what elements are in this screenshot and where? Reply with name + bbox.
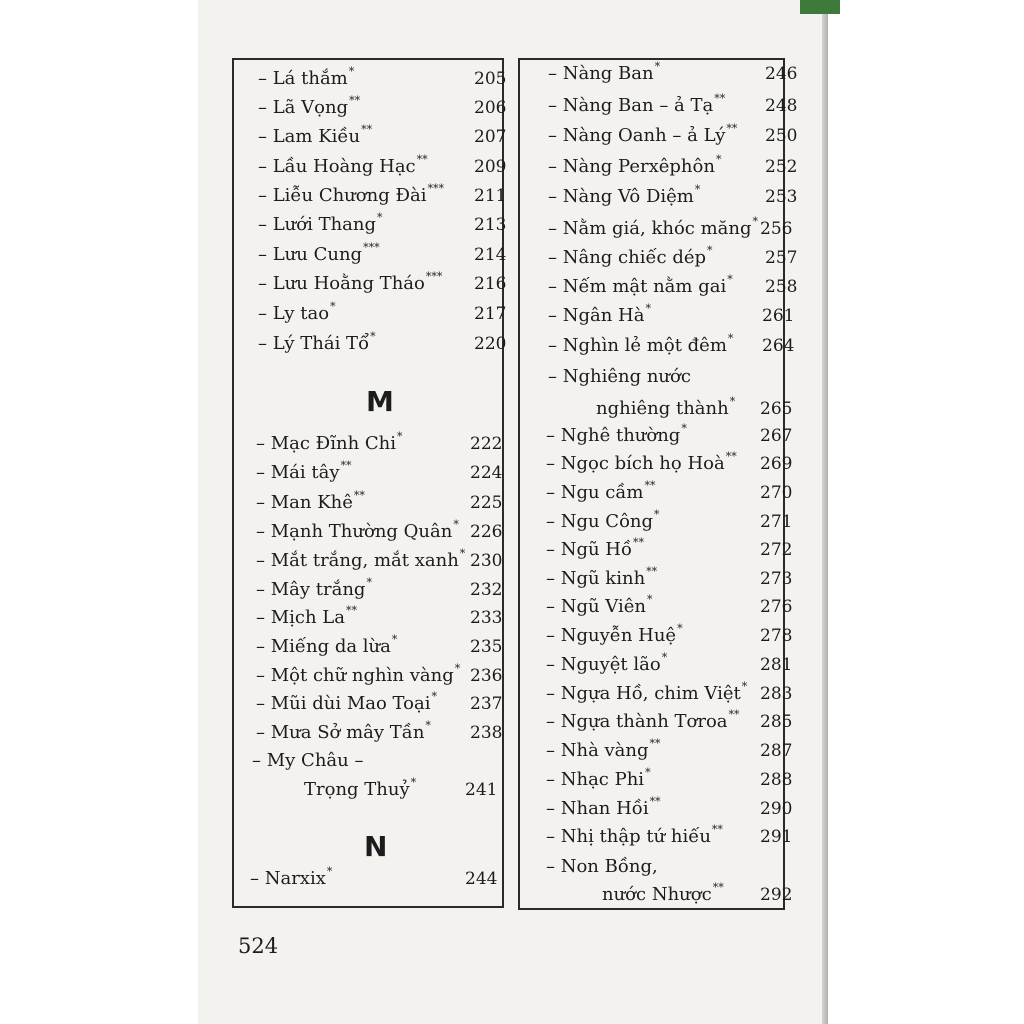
entry-stars: *: [366, 576, 372, 589]
entry-term: [256, 604, 357, 631]
entry-page-number: 291: [760, 827, 793, 847]
entry-term: [258, 182, 444, 209]
entry-term-text: – Ngân Hà: [548, 305, 645, 326]
entry-term: [548, 273, 733, 300]
entry-term-text: – Narxix: [250, 868, 326, 889]
entry-stars: **: [349, 94, 361, 107]
entry-term-text: – Nếm mật nằm gai: [548, 276, 727, 297]
entry-term-text: – Nàng Perxêphôn: [548, 156, 715, 177]
entry-term-text: – My Châu –: [252, 750, 364, 771]
entry-page-number: 256: [760, 219, 793, 239]
entry-term: [250, 865, 333, 892]
entry-page-number: 276: [760, 597, 793, 617]
entry-term-text: – Lưu Cung: [258, 244, 363, 265]
entry-stars: *: [661, 651, 668, 664]
entry-term: [546, 680, 748, 707]
entry-stars: *: [681, 422, 687, 435]
entry-term-text: – Nàng Ban: [548, 63, 654, 84]
entry-term-text: – Nguyễn Huệ: [546, 625, 677, 646]
section-letter-n: N: [364, 830, 388, 863]
entry-term-text: – Mái tây: [256, 462, 340, 483]
entry-page-number: 241: [465, 780, 498, 800]
entry-term-text: – Nàng Oanh – ả Lý: [548, 125, 726, 146]
entry-term-text: – Liễu Chương Đài: [258, 185, 427, 206]
entry-term-text: – Nàng Vô Diệm: [548, 186, 694, 207]
entry-term-text: – Nhà vàng: [546, 740, 649, 761]
entry-term: [258, 241, 380, 268]
entry-page-number: 230: [470, 551, 503, 571]
entry-stars: *: [645, 766, 651, 779]
entry-term-text: – Nhạc Phi: [546, 769, 645, 790]
entry-page-number: 211: [474, 186, 507, 206]
entry-stars: **: [725, 450, 737, 463]
entry-page-number: 273: [760, 569, 793, 589]
entry-page-number: 278: [760, 626, 793, 646]
entry-term: [256, 633, 398, 660]
entry-page-number: 217: [474, 304, 507, 324]
entry-term: [258, 153, 428, 180]
entry-term-text: – Nàng Ban – ả Tạ: [548, 95, 714, 116]
page-margin-background: [828, 0, 1024, 1024]
entry-term-text: – Ly tao: [258, 303, 330, 324]
entry-page-number: 252: [765, 157, 798, 177]
entry-stars: *: [326, 865, 333, 878]
entry-term: [546, 565, 658, 592]
entry-stars: ***: [427, 182, 444, 195]
entry-stars: *: [454, 662, 461, 675]
entry-term-text: – Ngu cầm: [546, 482, 644, 503]
entry-term-text: – Nhị thập tứ hiếu: [546, 826, 711, 847]
entry-term: [546, 795, 661, 822]
entry-stars: *: [410, 776, 417, 789]
entry-term: [546, 856, 658, 878]
entry-term-text: – Nghiêng nước: [548, 366, 691, 387]
entry-stars: *: [647, 593, 653, 606]
entry-stars: **: [649, 737, 661, 750]
entry-page-number: 238: [470, 723, 503, 743]
entry-page-number: 206: [474, 98, 507, 118]
entry-term: [256, 719, 431, 746]
entry-term-text: – Lý Thái Tổ: [258, 333, 370, 354]
entry-term: [596, 395, 736, 422]
entry-term-text: – Mũi dùi Mao Toại: [256, 693, 431, 714]
entry-term: [548, 215, 759, 242]
entry-term: [256, 430, 403, 457]
section-letter-m: M: [366, 385, 394, 418]
entry-term: [546, 479, 656, 506]
entry-term: [546, 622, 683, 649]
entry-term-text: – Mạnh Thường Quân: [256, 521, 453, 542]
entry-page-number: 213: [474, 215, 507, 235]
entry-page-number: 258: [765, 277, 798, 297]
entry-page-number: 209: [474, 157, 507, 177]
entry-term: [548, 153, 722, 180]
entry-page-number: 226: [470, 522, 503, 542]
page-number: 524: [238, 934, 279, 958]
entry-term: [256, 662, 461, 689]
entry-term: [258, 300, 336, 327]
entry-page-number: 205: [474, 69, 507, 89]
entry-term: [256, 518, 459, 545]
entry-stars: *: [377, 211, 383, 224]
entry-stars: *: [729, 395, 736, 408]
entry-page-number: 264: [762, 336, 795, 356]
entry-term-text: – Lã Vọng: [258, 97, 349, 118]
entry-term-text: – Ngu Công: [546, 511, 654, 532]
entry-term-text: – Non Bồng,: [546, 856, 658, 877]
entry-stars: *: [654, 60, 661, 73]
entry-page-number: 265: [760, 399, 793, 419]
entry-stars: *: [453, 518, 459, 531]
entry-page-number: 236: [470, 666, 503, 686]
entry-term-text: – Man Khê: [256, 492, 353, 513]
entry-term: [548, 92, 726, 119]
entry-stars: *: [752, 215, 759, 228]
entry-page-number: 220: [474, 334, 507, 354]
entry-term-text: Trọng Thuỷ: [304, 779, 410, 800]
entry-stars: **: [711, 823, 723, 836]
entry-page-number: 281: [760, 655, 793, 675]
entry-page-number: 222: [470, 434, 503, 454]
entry-term: [258, 270, 443, 297]
entry-term: [546, 651, 668, 678]
entry-stars: ***: [363, 241, 380, 254]
entry-term: [548, 60, 661, 87]
entry-stars: **: [346, 604, 357, 617]
entry-page-number: 233: [470, 608, 503, 628]
entry-page-number: 235: [470, 637, 503, 657]
entry-stars: *: [431, 690, 437, 703]
entry-term: [258, 123, 373, 150]
entry-term: [546, 766, 651, 793]
entry-stars: *: [707, 244, 713, 257]
entry-term-text: – Lá thắm: [258, 68, 348, 89]
entry-stars: *: [694, 183, 701, 196]
entry-page-number: 272: [760, 540, 793, 560]
entry-term-text: – Mạc Đĩnh Chi: [256, 433, 397, 454]
entry-term: [258, 330, 376, 357]
entry-page-number: 285: [760, 712, 793, 732]
entry-stars: **: [633, 536, 645, 549]
entry-term-text: – Nghìn lẻ một đêm: [548, 335, 727, 356]
entry-term-text: – Nhan Hồi: [546, 798, 649, 819]
entry-stars: *: [330, 300, 336, 313]
entry-term: [256, 489, 365, 516]
entry-stars: **: [649, 795, 661, 808]
entry-term: [546, 737, 661, 764]
entry-term-text: nghiêng thành: [596, 398, 729, 419]
entry-page-number: 292: [760, 885, 793, 905]
entry-term: [256, 690, 437, 717]
entry-term: [258, 65, 355, 92]
entry-page-number: 271: [760, 512, 793, 532]
entry-term-text: – Ngựa Hồ, chim Việt: [546, 683, 741, 704]
entry-page-number: 232: [470, 580, 503, 600]
entry-term-text: – Lưới Thang: [258, 214, 377, 235]
entry-term-text: – Miếng da lừa: [256, 636, 391, 657]
entry-term: [256, 547, 466, 574]
entry-stars: **: [353, 489, 365, 502]
entry-term: [602, 881, 724, 908]
entry-stars: *: [370, 330, 376, 343]
entry-stars: *: [425, 719, 431, 732]
entry-term-text: – Ngọc bích họ Hoà: [546, 453, 725, 474]
entry-term: [304, 776, 417, 803]
entry-page-number: 250: [765, 126, 798, 146]
entry-page-number: 269: [760, 454, 793, 474]
entry-page-number: 283: [760, 684, 793, 704]
entry-term: [546, 422, 687, 449]
entry-term: [256, 459, 352, 486]
entry-stars: *: [741, 680, 748, 693]
entry-term-text: – Nghê thường: [546, 425, 681, 446]
entry-term-text: – Ngũ kinh: [546, 568, 646, 589]
entry-page-number: 253: [765, 187, 798, 207]
entry-stars: *: [459, 547, 466, 560]
entry-stars: **: [644, 479, 656, 492]
entry-term-text: – Ngũ Viên: [546, 596, 646, 617]
entry-term-text: – Nằm giá, khóc măng: [548, 218, 752, 239]
entry-term: [546, 593, 653, 620]
entry-stars: *: [727, 273, 733, 286]
entry-stars: *: [348, 65, 355, 78]
entry-page-number: 225: [470, 493, 503, 513]
entry-page-number: 267: [760, 426, 793, 446]
entry-stars: **: [340, 459, 352, 472]
entry-page-number: 244: [465, 869, 498, 889]
entry-stars: *: [677, 622, 683, 635]
entry-page-number: 246: [765, 64, 798, 84]
entry-page-number: 290: [760, 799, 793, 819]
entry-term: [546, 708, 740, 735]
entry-stars: *: [727, 332, 734, 345]
entry-term-text: – Lam Kiều: [258, 126, 361, 147]
entry-term-text: – Mắt trắng, mắt xanh: [256, 550, 459, 571]
entry-stars: *: [391, 633, 398, 646]
green-corner: [800, 0, 840, 14]
entry-term-text: – Nâng chiếc dép: [548, 247, 707, 268]
entry-stars: **: [416, 153, 428, 166]
entry-page-number: 216: [474, 274, 507, 294]
entry-term: [546, 508, 660, 535]
entry-stars: *: [715, 153, 722, 166]
entry-page-number: 257: [765, 248, 798, 268]
entry-term-text: – Nguyệt lão: [546, 654, 661, 675]
entry-page-number: 270: [760, 483, 793, 503]
entry-page-number: 287: [760, 741, 793, 761]
entry-term: [548, 183, 701, 210]
entry-stars: *: [645, 302, 651, 315]
entry-term: [258, 211, 383, 238]
entry-stars: **: [712, 881, 724, 894]
entry-page-number: 207: [474, 127, 507, 147]
entry-stars: ***: [425, 270, 443, 283]
entry-page-number: 237: [470, 694, 503, 714]
entry-page-number: 214: [474, 245, 507, 265]
entry-term: [546, 450, 737, 477]
entry-page-number: 248: [765, 96, 798, 116]
entry-stars: **: [728, 708, 740, 721]
entry-term: [548, 332, 734, 359]
entry-stars: **: [646, 565, 658, 578]
entry-stars: **: [726, 122, 738, 135]
entry-stars: *: [397, 430, 403, 443]
entry-term-text: – Lưu Hoằng Tháo: [258, 273, 425, 294]
entry-stars: **: [361, 123, 373, 136]
entry-term: [548, 366, 691, 388]
entry-term-text: – Ngựa thành Tơroa: [546, 711, 728, 732]
entry-term: [548, 244, 713, 271]
entry-page-number: 288: [760, 770, 793, 790]
entry-term-text: – Mưa Sở mây Tần: [256, 722, 425, 743]
entry-term-text: – Lầu Hoàng Hạc: [258, 156, 416, 177]
entry-term: [548, 122, 738, 149]
entry-stars: *: [654, 508, 660, 521]
entry-page-number: 224: [470, 463, 503, 483]
entry-term: [256, 576, 372, 603]
entry-term-text: nước Nhược: [602, 884, 712, 905]
entry-term-text: – Ngũ Hồ: [546, 539, 633, 560]
entry-term: [258, 94, 361, 121]
entry-term-text: – Mịch La: [256, 607, 345, 628]
entry-term: [252, 750, 363, 772]
entry-stars: **: [714, 92, 726, 105]
entry-term: [548, 302, 651, 329]
entry-page-number: 261: [762, 306, 795, 326]
entry-term-text: – Mây trắng: [256, 579, 366, 600]
entry-term: [546, 823, 723, 850]
entry-term-text: – Một chữ nghìn vàng: [256, 665, 454, 686]
entry-term: [546, 536, 645, 563]
